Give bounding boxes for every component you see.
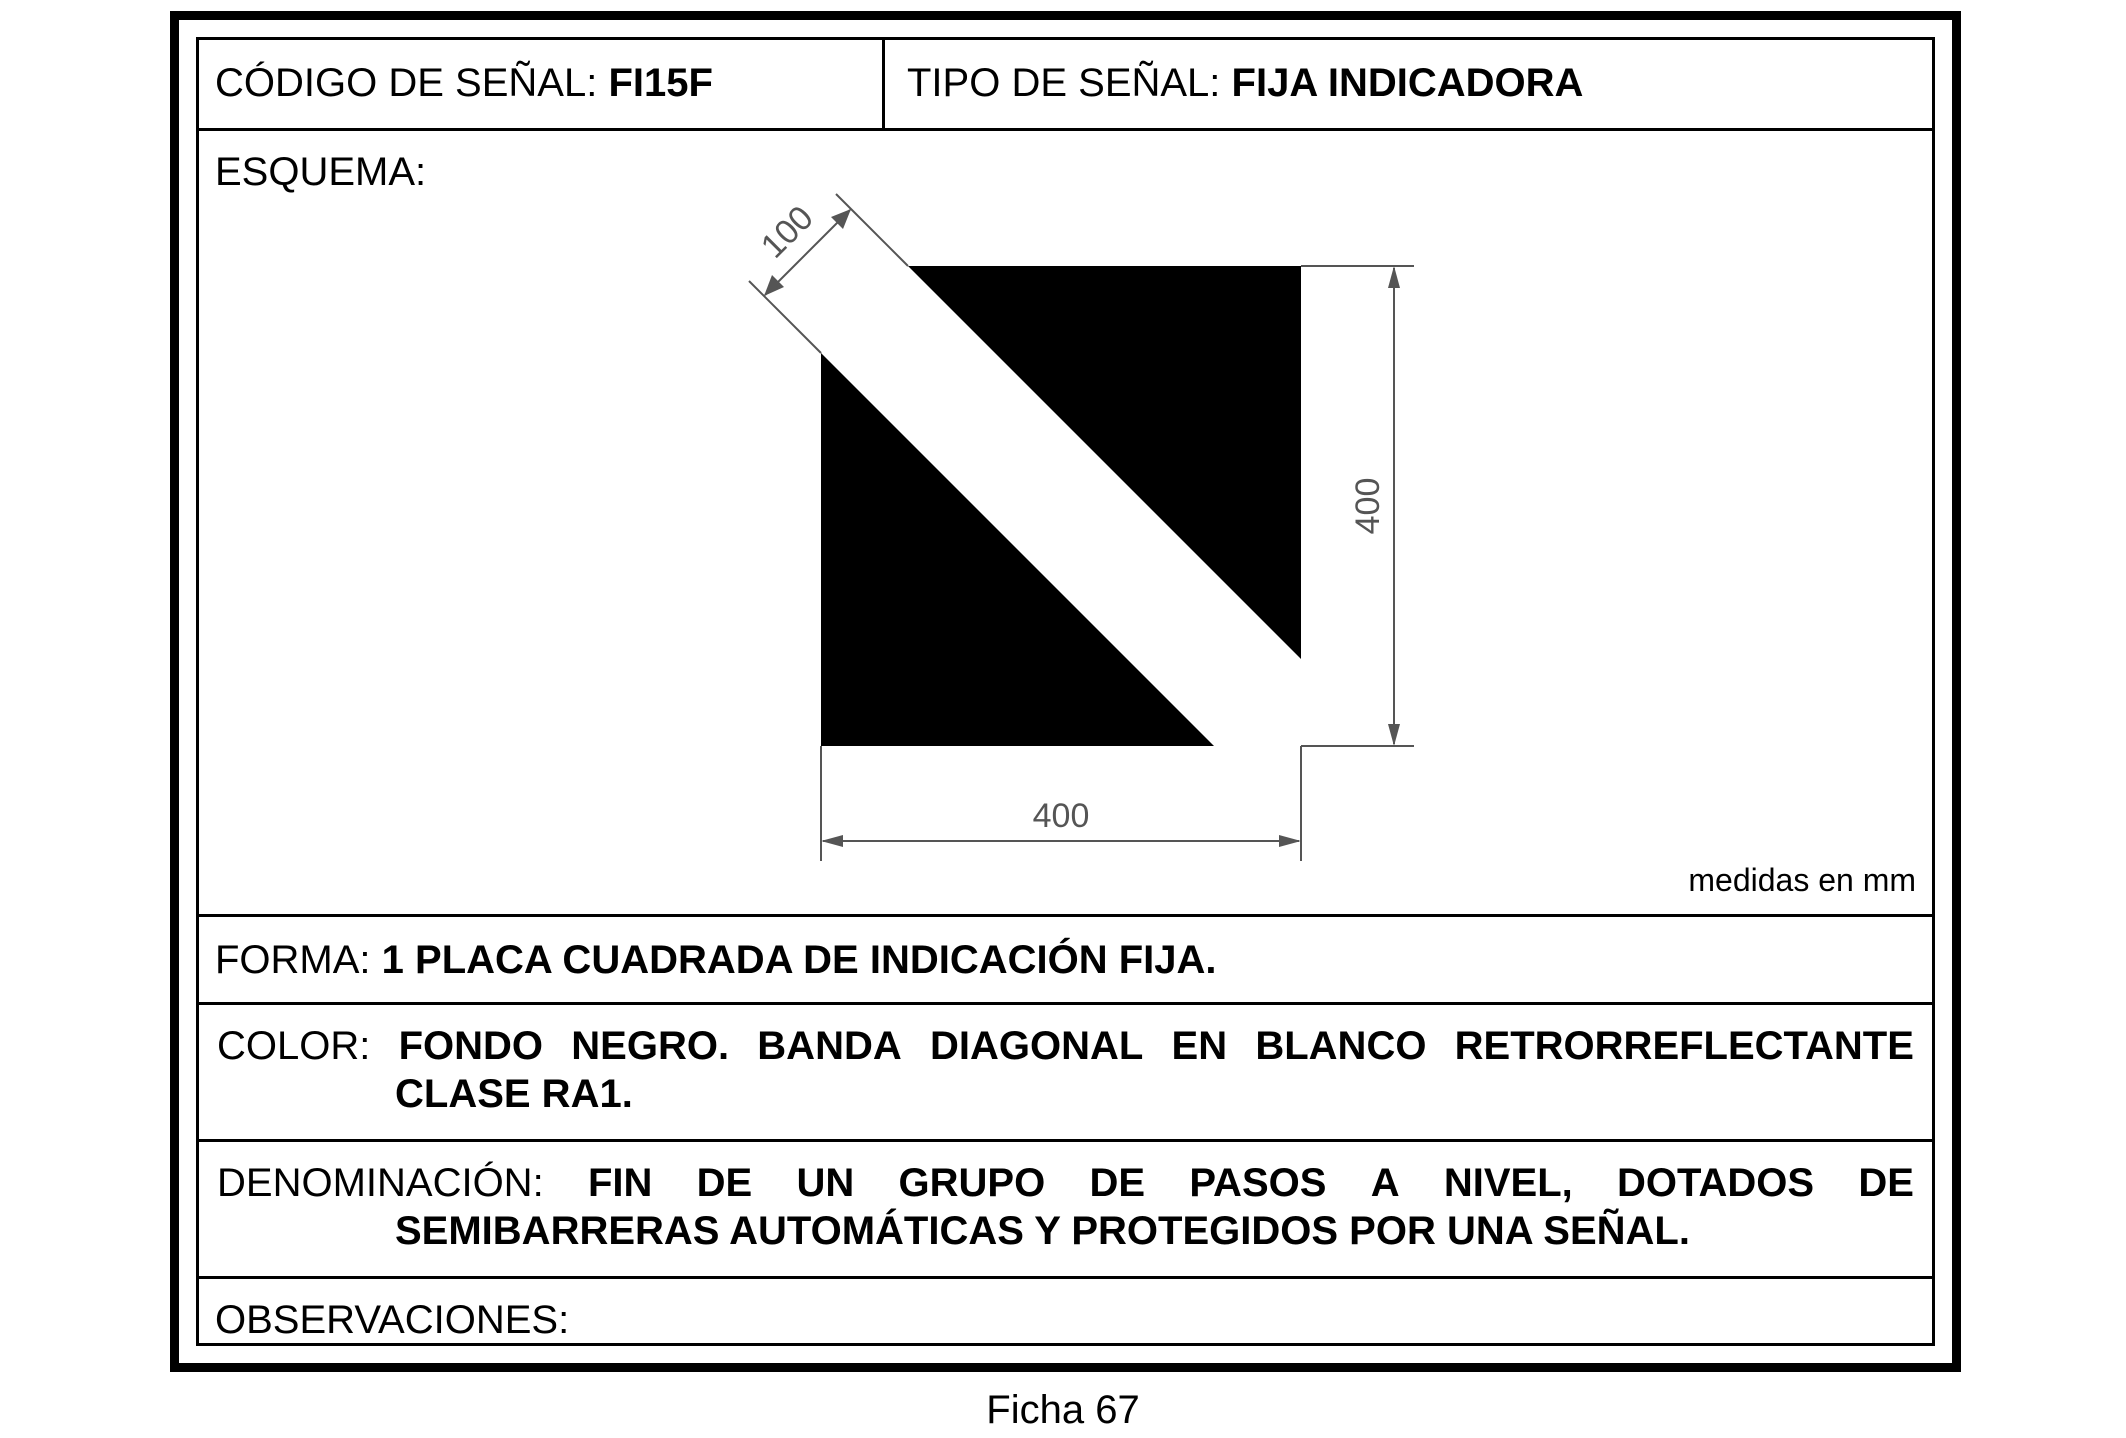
signal-type — [907, 58, 1583, 108]
color-word: BLANCO — [1255, 1024, 1427, 1068]
signal-code-value: FI15F — [608, 61, 713, 105]
signal-code-label: CÓDIGO DE SEÑAL: — [215, 61, 598, 105]
color-word: FONDO — [398, 1024, 544, 1068]
denomination-word: A — [1370, 1161, 1400, 1205]
denomination-word: DOTADOS — [1617, 1161, 1815, 1205]
denomination-line-2: SEMIBARRERAS AUTOMÁTICAS Y PROTEGIDOS POR UNA SEÑAL. — [395, 1209, 1690, 1253]
denomination-line-1 — [217, 1158, 1914, 1208]
header-divider — [882, 40, 885, 128]
color-line-1 — [217, 1021, 1914, 1071]
denomination-word: PASOS — [1189, 1161, 1327, 1205]
observations-row — [199, 1279, 1932, 1361]
denomination-word: UN — [796, 1161, 855, 1205]
shape-field — [215, 935, 1217, 985]
shape-row — [199, 917, 1932, 1005]
band-dimension-label: 100 — [753, 198, 821, 266]
denomination-word: FIN — [587, 1161, 653, 1205]
color-label: COLOR: — [217, 1024, 371, 1068]
denomination-word: DE — [1089, 1161, 1146, 1205]
color-line-2: CLASE RA1. — [395, 1072, 633, 1116]
signal-code — [215, 58, 713, 108]
denomination-word: GRUPO — [898, 1161, 1046, 1205]
page-caption: Ficha 67 — [986, 1388, 1140, 1432]
denomination-row — [199, 1142, 1932, 1279]
header-row — [199, 40, 1932, 131]
color-row — [199, 1005, 1932, 1142]
form-inner-frame — [196, 37, 1935, 1346]
color-word: EN — [1171, 1024, 1228, 1068]
denomination-word: NIVEL, — [1443, 1161, 1573, 1205]
denomination-word: DE — [1858, 1161, 1914, 1205]
color-word: RETRORREFLECTANTE — [1454, 1024, 1914, 1068]
units-note: medidas en mm — [1688, 862, 1916, 898]
sign-schematic — [199, 131, 1950, 917]
shape-label: FORMA: — [215, 938, 371, 982]
color-word: DIAGONAL — [929, 1024, 1144, 1068]
observations-label: OBSERVACIONES: — [215, 1298, 570, 1342]
signal-type-label: TIPO DE SEÑAL: — [907, 61, 1221, 105]
color-word: NEGRO. — [571, 1024, 730, 1068]
schema-row — [199, 131, 1932, 917]
color-word: BANDA — [757, 1024, 902, 1068]
denomination-word: DE — [696, 1161, 753, 1205]
height-dimension-label: 400 — [1349, 477, 1387, 535]
schema-label: ESQUEMA: — [215, 150, 427, 194]
shape-value: 1 PLACA CUADRADA DE INDICACIÓN FIJA. — [381, 938, 1217, 982]
width-dimension-label: 400 — [1032, 797, 1090, 835]
signal-type-value: FIJA INDICADORA — [1231, 61, 1584, 105]
denomination-label: DENOMINACIÓN: — [217, 1161, 544, 1205]
form-outer-frame — [170, 11, 1961, 1372]
